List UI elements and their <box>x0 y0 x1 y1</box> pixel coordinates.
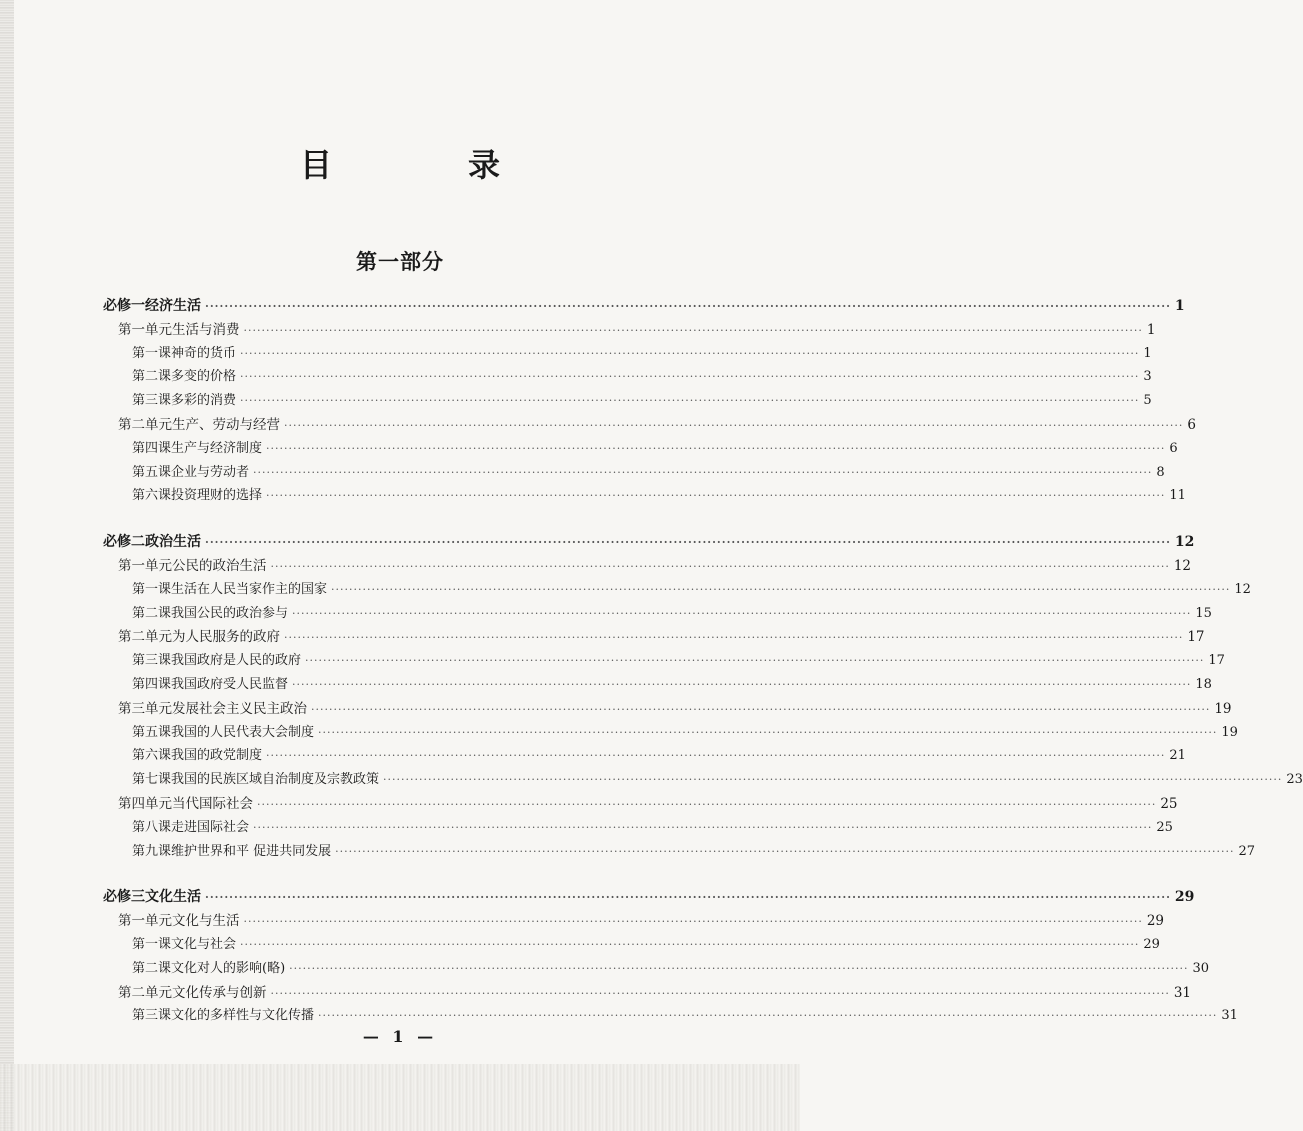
toc-entry-page: 6 <box>1169 440 1178 456</box>
toc-entry[interactable] <box>132 463 1165 483</box>
toc-entry-page: 17 <box>1187 629 1205 646</box>
toc-entry-label: 必修一 <box>103 298 145 314</box>
toc-entry-title: 投资理财的选择 <box>171 488 263 504</box>
toc-leader-dots: ········································································································································································································ <box>266 441 1166 455</box>
toc-entry-page: 1 <box>1143 345 1152 361</box>
toc-entry-title: 我国政府是人民的政府 <box>171 653 302 669</box>
toc-entry-title: 文化对人的影响(略) <box>171 960 286 976</box>
toc-entry[interactable] <box>118 415 1196 435</box>
toc-entry-label: 第一课 <box>132 581 172 597</box>
toc-entry-page: 31 <box>1221 1008 1238 1024</box>
toc-entry[interactable] <box>132 580 1251 600</box>
toc-entry[interactable] <box>132 391 1152 411</box>
toc-entry-page: 17 <box>1208 653 1225 669</box>
toc-entry-page: 12 <box>1234 581 1251 597</box>
toc-entry-label: 第三课 <box>132 653 172 669</box>
toc-entry-page: 27 <box>1238 843 1256 859</box>
toc-leader-dots: ········································································································································································································ <box>266 749 1166 763</box>
toc-entry[interactable] <box>132 367 1152 387</box>
toc-entry-title: 当代国际社会 <box>172 796 253 812</box>
toc-entry[interactable] <box>132 723 1238 743</box>
toc-entry-label: 第二单元 <box>118 629 172 646</box>
toc-entry[interactable] <box>132 439 1178 459</box>
toc-leader-dots: ········································································································································································································ <box>240 394 1140 408</box>
toc-entry[interactable] <box>132 770 1303 790</box>
toc-heading: 目 录 <box>299 146 552 184</box>
toc-entry-page: 1 <box>1174 298 1185 314</box>
part-title: 第一部分 <box>356 249 444 274</box>
toc-entry[interactable] <box>118 627 1205 647</box>
toc-entry-title: 我国政府受人民监督 <box>171 677 289 692</box>
toc-entry[interactable] <box>132 935 1160 955</box>
toc-entry-page: 11 <box>1169 488 1186 504</box>
toc-leader-dots: ········································································································································································································ <box>284 631 1184 645</box>
toc-entry-label: 第一课 <box>132 345 172 361</box>
toc-entry[interactable] <box>132 486 1186 506</box>
toc-entry-label: 第二单元 <box>118 984 172 1001</box>
toc-entry-title: 文化与生活 <box>172 913 240 930</box>
toc-entry-label: 第四课 <box>132 677 172 692</box>
toc-entry-label: 第九课 <box>132 843 172 859</box>
toc-entry-page: 29 <box>1146 913 1165 930</box>
toc-entry-title: 走进国际社会 <box>171 819 250 835</box>
toc-entry[interactable] <box>118 699 1232 719</box>
toc-entry-page: 21 <box>1169 748 1186 764</box>
toc-entry-label: 第二课 <box>132 369 172 385</box>
toc-entry-page: 1 <box>1146 321 1156 338</box>
toc-entry-label: 第四单元 <box>118 796 172 812</box>
toc-entry[interactable] <box>132 818 1173 838</box>
toc-entry-label: 必修三 <box>103 889 145 906</box>
toc-leader-dots: ········································································································································································································ <box>318 725 1218 739</box>
toc-leader-dots: ········································································································································································································ <box>289 961 1189 975</box>
toc-leader-dots: ········································································································································································································ <box>292 606 1192 620</box>
toc-entry-title: 我国的政党制度 <box>171 748 263 764</box>
toc-leader-dots: ········································································································································································································ <box>253 465 1153 479</box>
toc-entry-label: 第一课 <box>132 937 172 952</box>
toc-entry[interactable] <box>132 842 1256 862</box>
toc-leader-dots: ········································································································································································································ <box>292 678 1192 691</box>
toc-entry-page: 29 <box>1174 889 1195 906</box>
toc-entry-title: 文化生活 <box>145 889 201 906</box>
toc-entry-label: 第一单元 <box>118 913 172 930</box>
toc-entry[interactable] <box>118 320 1156 340</box>
toc-entry-label: 第八课 <box>132 819 172 835</box>
toc-entry[interactable] <box>132 746 1186 766</box>
toc-entry[interactable] <box>103 296 1185 316</box>
toc-entry[interactable] <box>132 675 1212 695</box>
toc-entry-page: 3 <box>1143 369 1152 385</box>
toc-entry-title: 文化传承与创新 <box>172 984 267 1001</box>
toc-entry-title: 企业与劳动者 <box>171 464 250 480</box>
toc-entry-label: 第五课 <box>132 464 172 480</box>
toc-entry-page: 6 <box>1187 417 1196 433</box>
toc-entry-page: 18 <box>1195 677 1212 692</box>
toc-entry-label: 第二课 <box>132 960 172 976</box>
toc-entry-title: 生产、劳动与经营 <box>172 417 280 433</box>
toc-entry-title: 文化与社会 <box>171 937 237 952</box>
toc-entry-label: 第六课 <box>132 748 172 764</box>
toc-entry[interactable] <box>103 887 1195 907</box>
toc-entry-page: 8 <box>1156 464 1165 480</box>
toc-entry[interactable] <box>103 532 1195 552</box>
toc-leader-dots: ········································································································································································································ <box>205 536 1171 550</box>
page-number: — 1 — <box>362 1027 438 1046</box>
toc-leader-dots: ········································································································································································································ <box>270 986 1170 1000</box>
toc-entry[interactable] <box>118 911 1165 931</box>
toc-entry-label: 第一单元 <box>118 321 172 338</box>
toc-leader-dots: ········································································································································································································ <box>383 773 1283 787</box>
toc-entry-label: 第三课 <box>132 1008 172 1024</box>
toc-entry-label: 第五课 <box>132 724 172 740</box>
toc-entry-title: 经济生活 <box>145 298 201 314</box>
toc-entry-label: 必修二 <box>103 534 145 551</box>
toc-entry[interactable] <box>132 604 1212 624</box>
toc-entry[interactable] <box>118 983 1192 1003</box>
toc-entry-page: 25 <box>1160 796 1178 812</box>
toc-entry[interactable] <box>132 959 1210 979</box>
toc-entry-title: 我国公民的政治参与 <box>171 605 289 621</box>
toc-leader-dots: ········································································································································································································ <box>243 915 1143 929</box>
toc-entry-title: 维护世界和平 促进共同发展 <box>171 843 332 859</box>
toc-leader-dots: ········································································································································································································ <box>331 582 1231 596</box>
toc-entry-page: 31 <box>1173 984 1192 1001</box>
toc-entry[interactable] <box>118 794 1178 814</box>
toc-entry-title: 神奇的货币 <box>171 345 237 361</box>
toc-entry-title: 文化的多样性与文化传播 <box>171 1008 315 1024</box>
toc-entry[interactable] <box>118 556 1192 576</box>
toc-leader-dots: ········································································································································································································ <box>240 938 1140 951</box>
toc-entry-label: 第七课 <box>132 772 172 788</box>
toc-entry-page: 30 <box>1192 960 1210 976</box>
toc-leader-dots: ········································································································································································································ <box>311 702 1211 716</box>
toc-entry-title: 生活在人民当家作主的国家 <box>171 581 328 597</box>
toc-entry-label: 第一单元 <box>118 558 172 574</box>
toc-leader-dots: ········································································································································································································ <box>205 300 1171 313</box>
toc-leader-dots: ········································································································································································································ <box>253 820 1153 834</box>
toc-entry-title: 为人民服务的政府 <box>172 629 280 646</box>
toc-entry-title: 公民的政治生活 <box>172 558 267 574</box>
toc-entry-title: 多变的价格 <box>171 369 237 385</box>
toc-leader-dots: ········································································································································································································ <box>257 798 1157 811</box>
toc-entry-title: 发展社会主义民主政治 <box>172 700 307 717</box>
toc-entry-label: 第三课 <box>132 393 172 409</box>
toc-entry-title: 生活与消费 <box>172 321 240 338</box>
toc-entry-label: 第四课 <box>132 440 172 456</box>
toc-leader-dots: ········································································································································································································ <box>270 560 1170 573</box>
toc-entry[interactable] <box>132 344 1152 364</box>
toc-entry-title: 我国的民族区域自治制度及宗教政策 <box>171 772 380 788</box>
toc-entry-page: 12 <box>1174 534 1195 551</box>
toc-entry-title: 我国的人民代表大会制度 <box>171 724 315 740</box>
toc-entry-label: 第三单元 <box>118 700 172 717</box>
toc-leader-dots: ········································································································································································································ <box>284 419 1184 432</box>
toc-entry-page: 19 <box>1221 724 1238 740</box>
toc-entry-page: 12 <box>1173 558 1192 574</box>
toc-entry-label: 第二课 <box>132 605 172 621</box>
toc-leader-dots: ········································································································································································································ <box>318 1009 1218 1023</box>
toc-entry-page: 25 <box>1156 819 1173 835</box>
toc-entry-page: 5 <box>1143 393 1152 409</box>
toc-entry[interactable] <box>132 651 1225 671</box>
toc-entry-title: 政治生活 <box>145 534 201 551</box>
toc-leader-dots: ········································································································································································································ <box>240 370 1140 384</box>
toc-entry-page: 19 <box>1214 700 1232 717</box>
toc-entry-label: 第六课 <box>132 488 172 504</box>
toc-entry-title: 生产与经济制度 <box>171 440 263 456</box>
toc-leader-dots: ········································································································································································································ <box>205 891 1171 905</box>
toc-leader-dots: ········································································································································································································ <box>240 346 1140 360</box>
toc-leader-dots: ········································································································································································································ <box>266 489 1166 503</box>
toc-entry-page: 15 <box>1195 605 1212 621</box>
toc-entry-page: 23 <box>1286 772 1303 788</box>
toc-entry-title: 多彩的消费 <box>171 393 237 409</box>
toc-leader-dots: ········································································································································································································ <box>305 654 1205 668</box>
toc-entry[interactable] <box>132 1006 1238 1026</box>
toc-leader-dots: ········································································································································································································ <box>243 323 1143 337</box>
toc-entry-page: 29 <box>1143 937 1160 952</box>
toc-entry-label: 第二单元 <box>118 417 172 433</box>
toc-leader-dots: ········································································································································································································ <box>335 844 1235 858</box>
scan-edge-bottom <box>0 1064 800 1131</box>
